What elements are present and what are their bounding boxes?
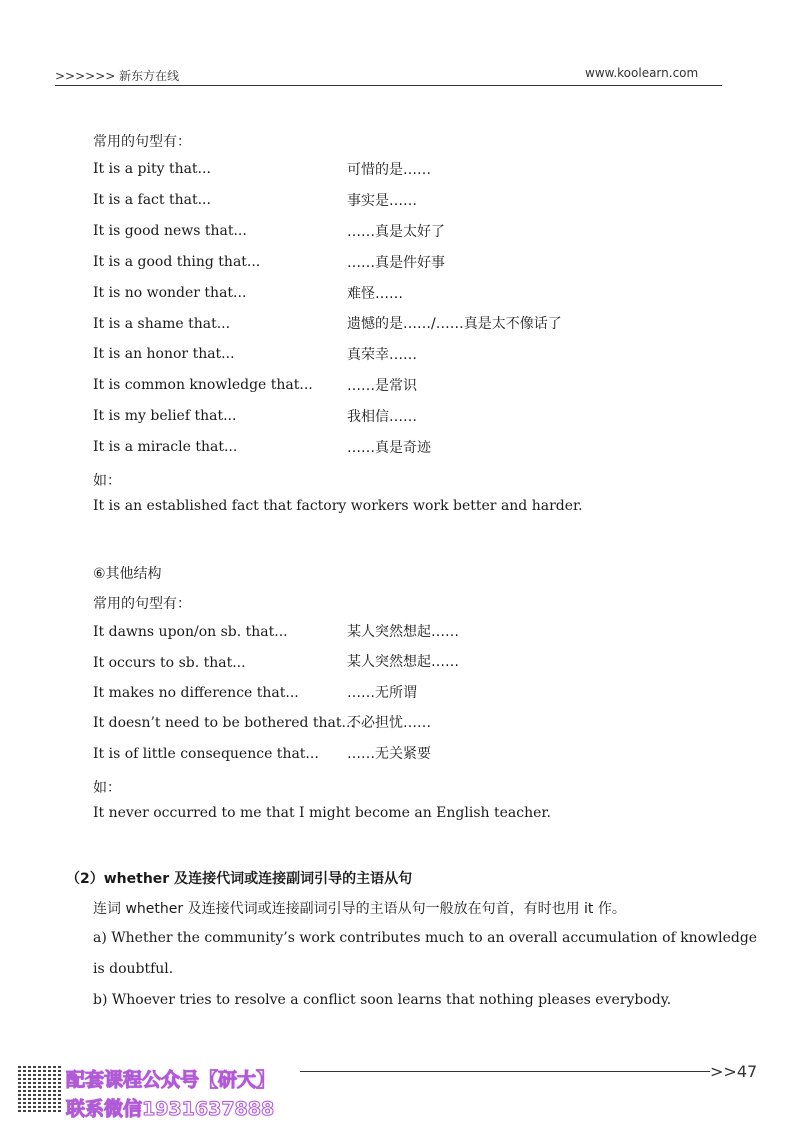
pattern-en: It is common knowledge that... — [93, 377, 313, 393]
section3-heading: （2）whether 及连接代词或连接副词引导的主语从句 — [66, 871, 413, 887]
pattern-cn: 事实是…… — [347, 193, 417, 209]
pattern-en: It doesn’t need to be bothered that... — [93, 715, 355, 731]
pattern-en: It dawns upon/on sb. that... — [93, 624, 288, 640]
section1-intro: 常用的句型有： — [93, 134, 191, 150]
pattern-cn: ……无所谓 — [347, 685, 417, 701]
pattern-en: It makes no difference that... — [93, 685, 299, 701]
section2-heading: ⑥其他结构 — [93, 566, 162, 582]
pattern-cn: 可惜的是…… — [347, 162, 431, 178]
pattern-en: It is a miracle that... — [93, 439, 238, 455]
qr-code-icon — [18, 1064, 62, 1112]
example-sentence: It never occurred to me that I might become an English teacher. — [93, 805, 551, 821]
pattern-en: It is an honor that... — [93, 346, 235, 362]
page-number: >>47 — [710, 1062, 758, 1081]
header-rule — [55, 85, 722, 86]
pattern-cn: 不必担忧…… — [347, 715, 431, 731]
header-right: www.koolearn.com — [585, 66, 699, 80]
pattern-cn: 某人突然想起…… — [347, 654, 459, 670]
pattern-cn: 某人突然想起…… — [347, 624, 459, 640]
pattern-cn: ……真是太好了 — [347, 224, 445, 240]
pattern-en: It is my belief that... — [93, 408, 237, 424]
pattern-cn: 真荣幸…… — [347, 347, 417, 363]
pattern-cn: 遗憾的是……/……真是太不像话了 — [347, 316, 562, 332]
pattern-cn: ……真是奇迹 — [347, 440, 431, 456]
pattern-en: It is a fact that... — [93, 192, 211, 208]
example-label: 如： — [93, 473, 121, 489]
pattern-en: It is a pity that... — [93, 161, 211, 177]
example-a-line2: is doubtful. — [93, 961, 174, 977]
example-sentence: It is an established fact that factory workers work better and harder. — [93, 498, 583, 514]
pattern-cn: ……无关紧要 — [347, 746, 431, 762]
example-a-line1: a) Whether the community’s work contributes much to an overall accumulation of knowledge — [93, 930, 758, 946]
promo-wechat-contact: 联系微信1931637888 — [66, 1098, 275, 1120]
section2-intro: 常用的句型有： — [93, 596, 191, 612]
example-b: b) Whoever tries to resolve a conflict soon learns that nothing pleases everybody. — [93, 992, 672, 1008]
pattern-en: It is a good thing that... — [93, 254, 261, 270]
example-label: 如： — [93, 780, 121, 796]
section3-description: 连词 whether 及连接代词或连接副词引导的主语从句一般放在句首，有时也用 it 作。 — [93, 901, 626, 917]
pattern-en: It is no wonder that... — [93, 285, 247, 301]
pattern-cn: ……真是件好事 — [347, 255, 445, 271]
pattern-cn: 我相信…… — [347, 409, 417, 425]
pattern-cn: ……是常识 — [347, 378, 417, 394]
pattern-en: It is of little consequence that... — [93, 746, 319, 762]
footer-rule — [300, 1071, 710, 1072]
header-left: >>>>>> 新东方在线 — [55, 69, 180, 83]
pattern-en: It is a shame that... — [93, 316, 231, 332]
pattern-cn: 难怪…… — [347, 286, 403, 302]
promo-wechat-account: 配套课程公众号【研大】 — [66, 1069, 276, 1091]
pattern-en: It occurs to sb. that... — [93, 655, 246, 671]
pattern-en: It is good news that... — [93, 223, 247, 239]
